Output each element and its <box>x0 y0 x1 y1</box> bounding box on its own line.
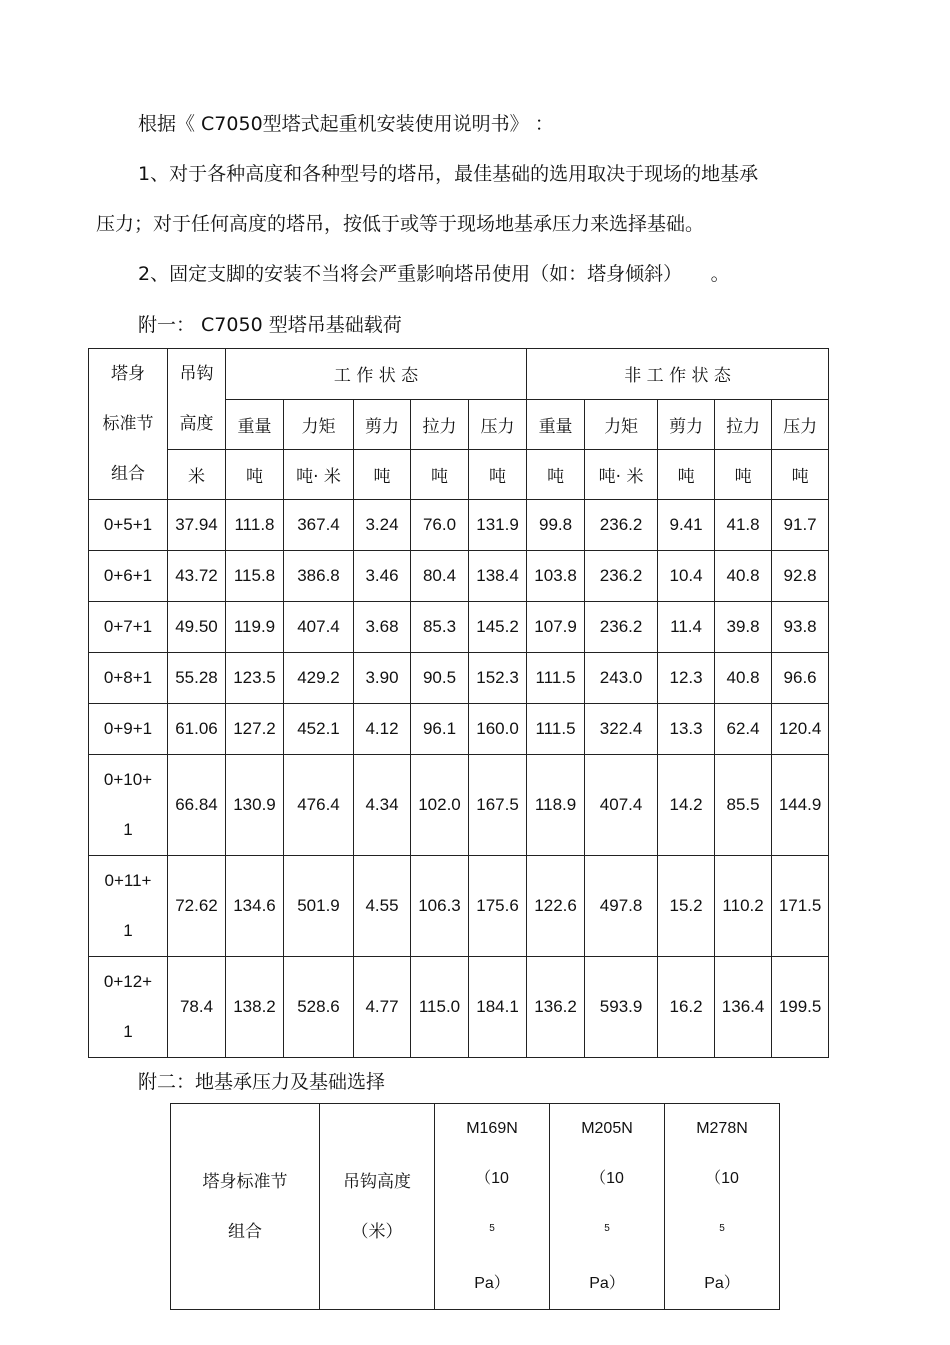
sub-header: 重量 <box>527 399 585 450</box>
value-cell: 96.1 <box>411 704 469 755</box>
intro-text: 根据《 C7050型塔式起重机安装使用说明书》 ： <box>138 113 554 135</box>
value-cell: 160.0 <box>469 704 527 755</box>
value-cell: 13.3 <box>658 704 715 755</box>
value-cell: 497.8 <box>585 856 658 957</box>
value-cell: 134.6 <box>226 856 284 957</box>
value-cell: 49.50 <box>168 602 226 653</box>
value-cell: 130.9 <box>226 755 284 856</box>
unit-cell: 吨 <box>527 450 585 500</box>
value-cell: 96.6 <box>772 653 829 704</box>
table-row <box>89 856 829 957</box>
value-cell: 243.0 <box>585 653 658 704</box>
appendix1-title: 附一： C7050 型塔吊基础载荷 <box>138 314 402 336</box>
appendix2-title: 附二：地基承压力及基础选择 <box>138 1071 386 1093</box>
combo-cell: 0+10+ 1 <box>89 755 168 856</box>
value-cell: 12.3 <box>658 653 715 704</box>
value-cell: 131.9 <box>469 500 527 551</box>
combo-cell: 0+12+ 1 <box>89 957 168 1058</box>
combo-cell: 0+8+1 <box>89 653 168 704</box>
value-cell: 66.84 <box>168 755 226 856</box>
table-body <box>89 500 829 1058</box>
model-header-m205n: M205N （10 $^5$ Pa） <box>550 1104 665 1310</box>
value-cell: 39.8 <box>715 602 772 653</box>
value-cell: 136.2 <box>527 957 585 1058</box>
value-cell: 115.8 <box>226 551 284 602</box>
value-cell: 15.2 <box>658 856 715 957</box>
value-cell: 4.34 <box>354 755 411 856</box>
sub-header: 剪力 <box>658 399 715 450</box>
table-row <box>89 653 829 704</box>
bearing-pressure-table <box>170 1103 780 1310</box>
combo-cell: 0+9+1 <box>89 704 168 755</box>
value-cell: 111.5 <box>527 704 585 755</box>
sub-header: 拉力 <box>715 399 772 450</box>
value-cell: 43.72 <box>168 551 226 602</box>
value-cell: 236.2 <box>585 551 658 602</box>
value-cell: 3.24 <box>354 500 411 551</box>
value-cell: 106.3 <box>411 856 469 957</box>
value-cell: 138.4 <box>469 551 527 602</box>
sub-header: 拉力 <box>411 399 469 450</box>
value-cell: 76.0 <box>411 500 469 551</box>
section-combo-header: 塔身 标准节 组合 <box>89 349 168 500</box>
value-cell: 62.4 <box>715 704 772 755</box>
unit-cell: 吨· 米 <box>284 450 354 500</box>
sub-header: 力矩 <box>284 399 354 450</box>
table-row <box>89 704 829 755</box>
value-cell: 4.55 <box>354 856 411 957</box>
value-cell: 11.4 <box>658 602 715 653</box>
value-cell: 90.5 <box>411 653 469 704</box>
unit-cell: 吨 <box>354 450 411 500</box>
value-cell: 85.3 <box>411 602 469 653</box>
value-cell: 144.9 <box>772 755 829 856</box>
model-header-m169n: M169N （10 $^5$ Pa） <box>435 1104 550 1310</box>
unit-cell: 吨 <box>715 450 772 500</box>
value-cell: 136.4 <box>715 957 772 1058</box>
value-cell: 85.5 <box>715 755 772 856</box>
unit-cell: 吨 <box>226 450 284 500</box>
value-cell: 37.94 <box>168 500 226 551</box>
table-row <box>89 755 829 856</box>
value-cell: 115.0 <box>411 957 469 1058</box>
value-cell: 107.9 <box>527 602 585 653</box>
unit-cell: 吨· 米 <box>585 450 658 500</box>
value-cell: 40.8 <box>715 653 772 704</box>
value-cell: 61.06 <box>168 704 226 755</box>
value-cell: 199.5 <box>772 957 829 1058</box>
value-cell: 367.4 <box>284 500 354 551</box>
value-cell: 322.4 <box>585 704 658 755</box>
table-row <box>89 602 829 653</box>
value-cell: 111.5 <box>527 653 585 704</box>
value-cell: 102.0 <box>411 755 469 856</box>
units-row <box>89 450 829 500</box>
unit-cell: 吨 <box>411 450 469 500</box>
item2-text: 2、固定支脚的安装不当将会严重影响塔吊使用（如：塔身倾斜） 。 <box>138 263 730 285</box>
value-cell: 41.8 <box>715 500 772 551</box>
table-row <box>89 551 829 602</box>
value-cell: 171.5 <box>772 856 829 957</box>
value-cell: 72.62 <box>168 856 226 957</box>
value-cell: 3.68 <box>354 602 411 653</box>
value-cell: 123.5 <box>226 653 284 704</box>
combo-cell: 0+7+1 <box>89 602 168 653</box>
value-cell: 236.2 <box>585 500 658 551</box>
value-cell: 93.8 <box>772 602 829 653</box>
value-cell: 429.2 <box>284 653 354 704</box>
value-cell: 91.7 <box>772 500 829 551</box>
value-cell: 110.2 <box>715 856 772 957</box>
value-cell: 152.3 <box>469 653 527 704</box>
value-cell: 127.2 <box>226 704 284 755</box>
value-cell: 145.2 <box>469 602 527 653</box>
value-cell: 55.28 <box>168 653 226 704</box>
value-cell: 78.4 <box>168 957 226 1058</box>
foundation-load-table <box>88 348 829 1058</box>
value-cell: 407.4 <box>284 602 354 653</box>
unit-cell: 吨 <box>469 450 527 500</box>
unit-cell: 吨 <box>658 450 715 500</box>
sub-header: 重量 <box>226 399 284 450</box>
section-combo-header: 塔身标准节 组合 <box>171 1104 320 1310</box>
combo-cell: 0+11+ 1 <box>89 856 168 957</box>
value-cell: 175.6 <box>469 856 527 957</box>
combo-cell: 0+5+1 <box>89 500 168 551</box>
value-cell: 3.46 <box>354 551 411 602</box>
unit-cell: 吨 <box>772 450 829 500</box>
value-cell: 501.9 <box>284 856 354 957</box>
value-cell: 111.8 <box>226 500 284 551</box>
value-cell: 452.1 <box>284 704 354 755</box>
item1-line2: 压力；对于任何高度的塔吊，按低于或等于现场地基承压力来选择基础。 <box>96 213 705 235</box>
working-state-header: 工 作 状 态 <box>226 349 527 400</box>
value-cell: 103.8 <box>527 551 585 602</box>
value-cell: 236.2 <box>585 602 658 653</box>
value-cell: 3.90 <box>354 653 411 704</box>
nonworking-state-header: 非 工 作 状 态 <box>527 349 829 400</box>
value-cell: 593.9 <box>585 957 658 1058</box>
sub-header: 压力 <box>469 399 527 450</box>
model-header-m278n: M278N （10 $^5$ Pa） <box>665 1104 780 1310</box>
table-row <box>89 957 829 1058</box>
value-cell: 4.12 <box>354 704 411 755</box>
value-cell: 528.6 <box>284 957 354 1058</box>
value-cell: 9.41 <box>658 500 715 551</box>
value-cell: 118.9 <box>527 755 585 856</box>
unit-cell: 米 <box>168 450 226 500</box>
value-cell: 4.77 <box>354 957 411 1058</box>
value-cell: 167.5 <box>469 755 527 856</box>
value-cell: 14.2 <box>658 755 715 856</box>
value-cell: 92.8 <box>772 551 829 602</box>
value-cell: 10.4 <box>658 551 715 602</box>
value-cell: 138.2 <box>226 957 284 1058</box>
value-cell: 119.9 <box>226 602 284 653</box>
value-cell: 122.6 <box>527 856 585 957</box>
table-row <box>89 500 829 551</box>
hook-height-header: 吊钩 高度 <box>168 349 226 450</box>
combo-cell: 0+6+1 <box>89 551 168 602</box>
hook-height-header: 吊钩高度 （米） <box>320 1104 435 1310</box>
value-cell: 16.2 <box>658 957 715 1058</box>
sub-header: 剪力 <box>354 399 411 450</box>
value-cell: 476.4 <box>284 755 354 856</box>
value-cell: 80.4 <box>411 551 469 602</box>
value-cell: 40.8 <box>715 551 772 602</box>
sub-header: 力矩 <box>585 399 658 450</box>
value-cell: 120.4 <box>772 704 829 755</box>
value-cell: 407.4 <box>585 755 658 856</box>
value-cell: 99.8 <box>527 500 585 551</box>
sub-header: 压力 <box>772 399 829 450</box>
value-cell: 184.1 <box>469 957 527 1058</box>
item1-line1: 1、对于各种高度和各种型号的塔吊，最佳基础的选用取决于现场的地基承 <box>138 163 759 185</box>
value-cell: 386.8 <box>284 551 354 602</box>
